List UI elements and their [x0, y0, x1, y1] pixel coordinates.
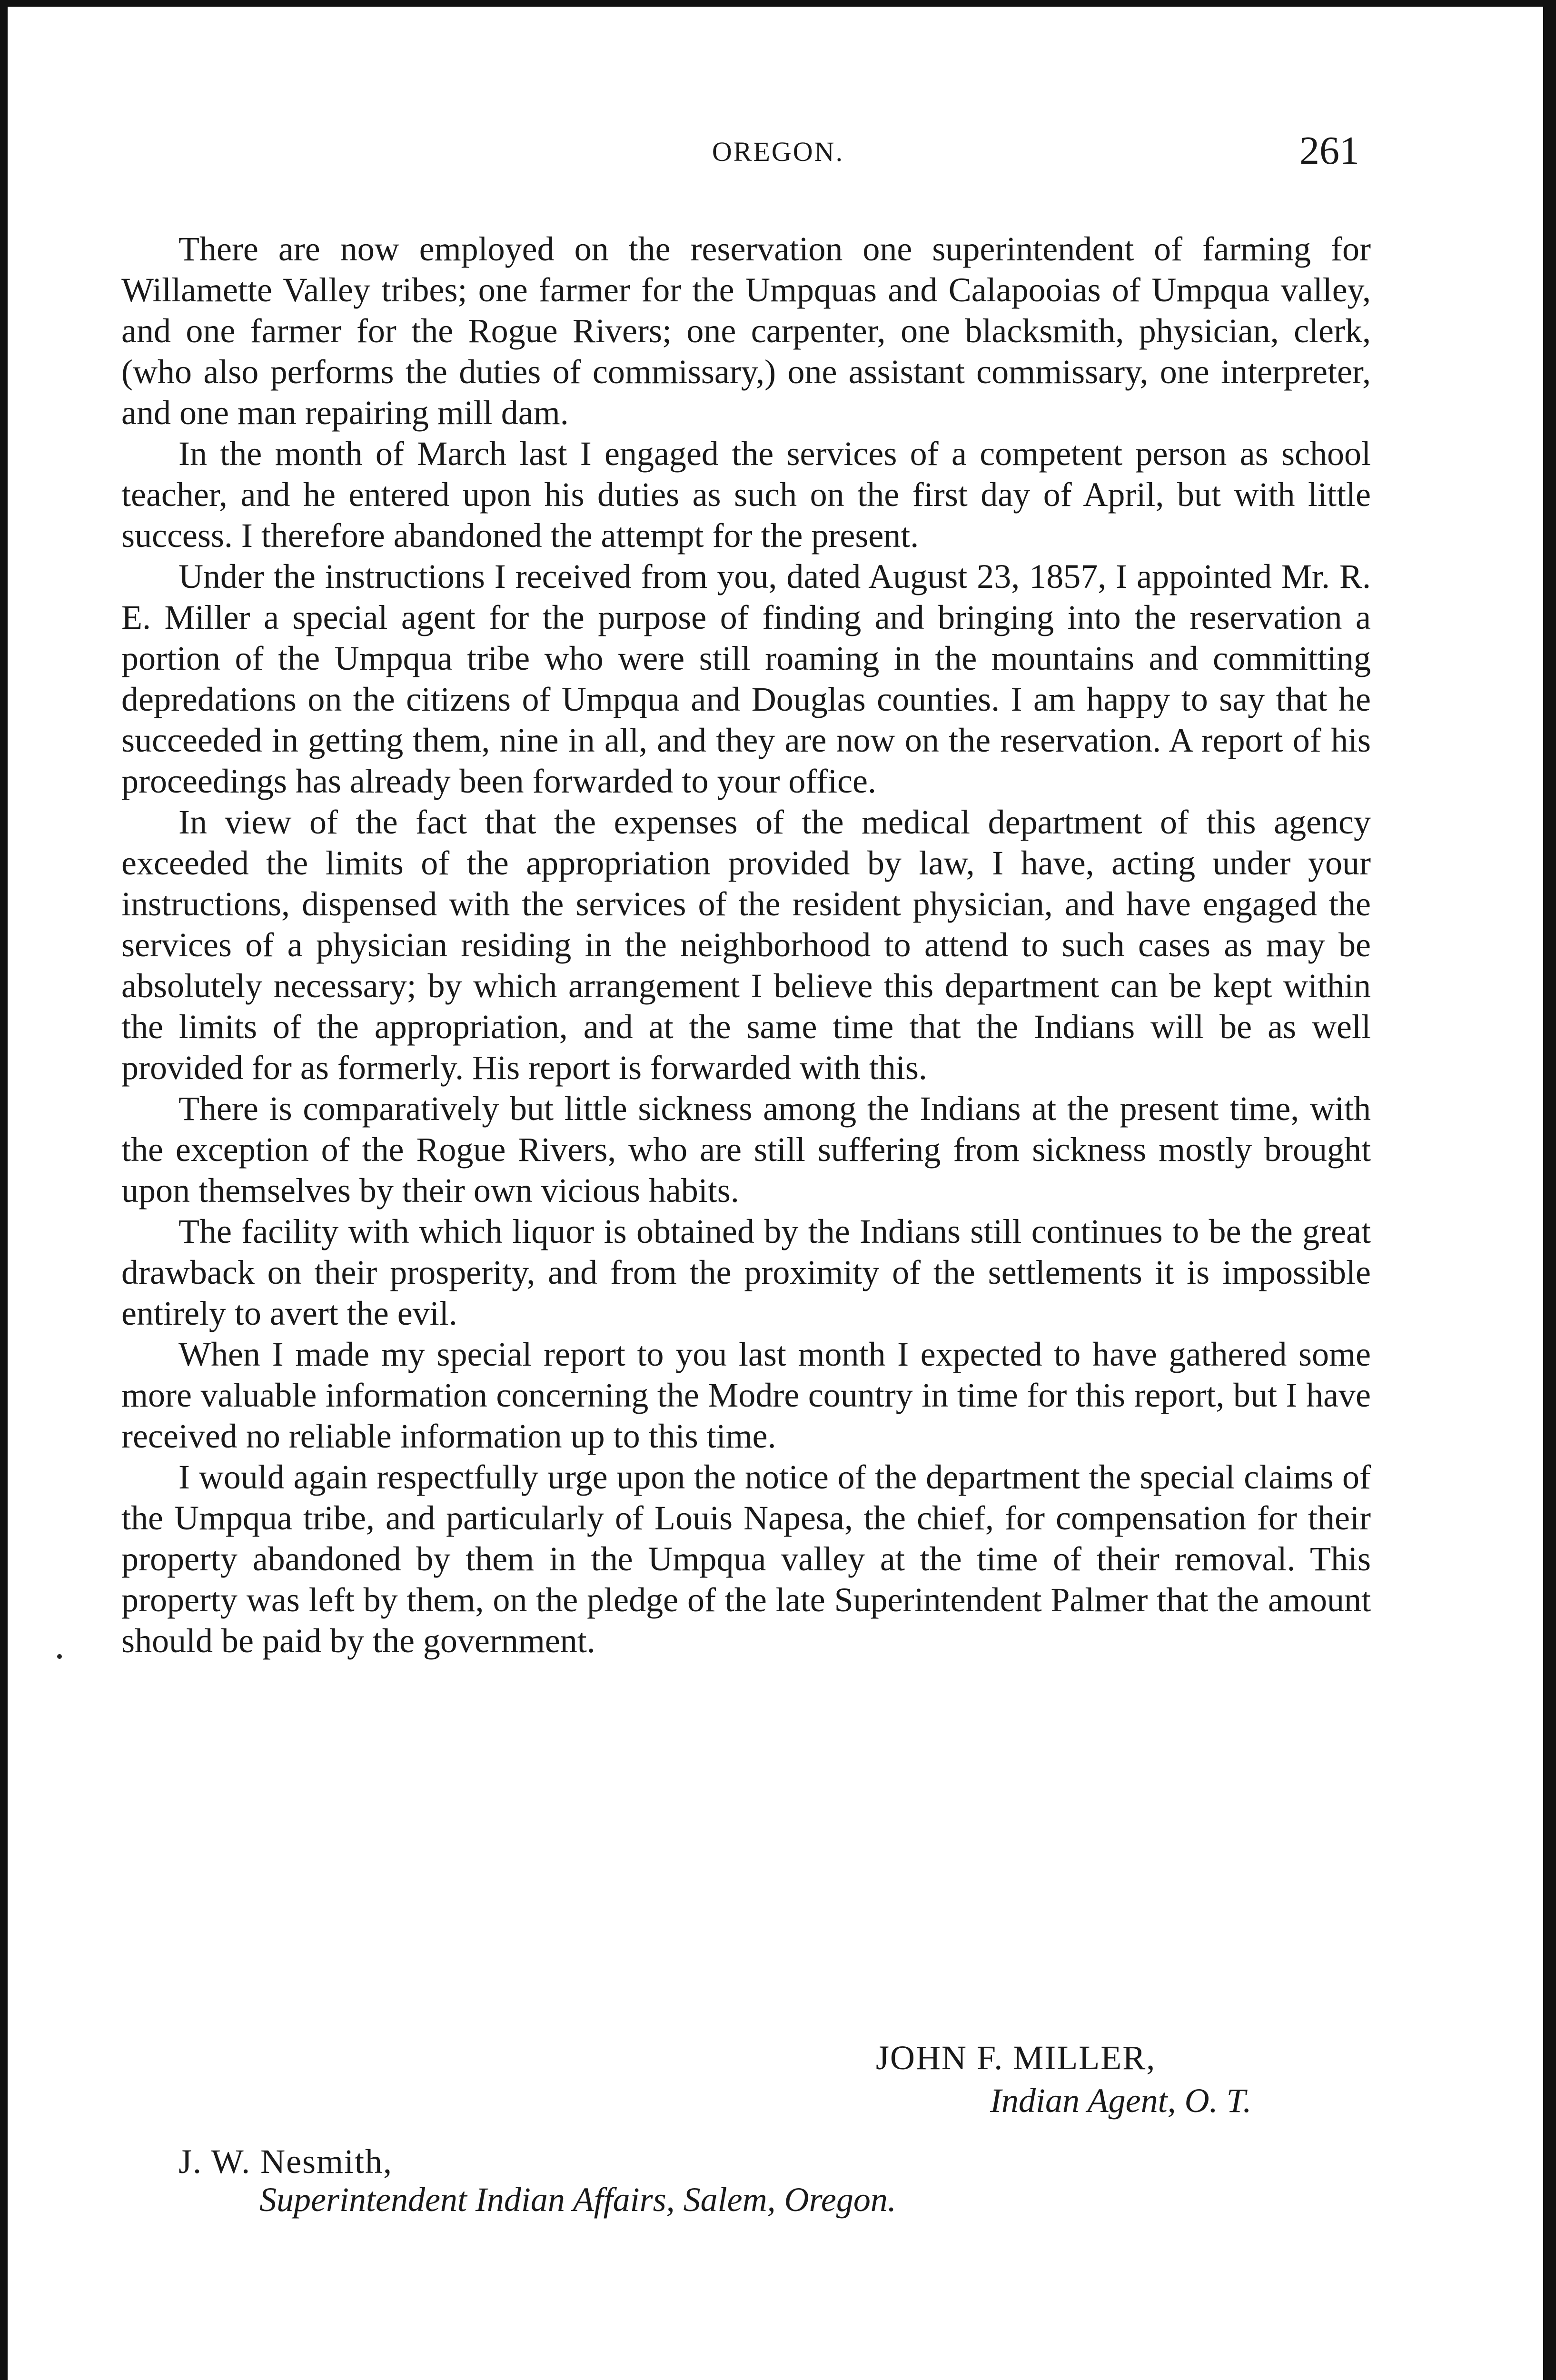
paragraph-liquor: The facility with which liquor is obtained by the Indians still continues to be the great drawback on their prosperity, and from the proximity of the settlements it is impossible entirely to avert the evil. — [121, 1212, 1371, 1332]
scan-border-top — [0, 0, 1556, 7]
signature-title: Indian Agent, O. T. — [990, 2082, 1252, 2120]
margin-mark — [57, 1654, 62, 1659]
signature-name: JOHN F. MILLER, — [876, 2039, 1156, 2077]
page-number: 261 — [1299, 129, 1359, 173]
body-text — [121, 228, 1371, 1661]
paragraph-sickness: There is comparatively but little sickness among the Indians at the present time, with the exception of the Rogue Rivers, who are still suffering from sickness mostly brought upon themselves by their own vicious habits. — [121, 1090, 1371, 1210]
paragraph-special-agent: Under the instructions I received from you, dated August 23, 1857, I appointed Mr. R. E. Miller a special agent for the purpose of finding and bringing into the reservation a portion of the Umpqua tribe who were still roaming in the mountains and committing depredations on the citizens of Umpqua and Douglas counties. I am happy to say that he succeeded in getting them, nine in all, and they are now on the reservation. A report of his proceedings has already been forwarded to your office. — [121, 557, 1371, 800]
running-head: OREGON. — [712, 136, 844, 167]
addressee-name: J. W. Nesmith, — [178, 2142, 393, 2181]
addressee-title: Superintendent Indian Affairs, Salem, Oregon. — [259, 2181, 896, 2219]
paragraph-school-teacher: In the month of March last I engaged the services of a competent person as school teacher, and he entered upon his duties as such on the first day of April, but with little success. I therefore abandoned the attempt for the present. — [121, 435, 1371, 555]
paragraph-umpqua-claims: I would again respectfully urge upon the notice of the department the special claims of the Umpqua tribe, and particularly of Louis Napesa, the chief, for compensation for their property abandoned by them in the Umpqua valley at the time of their removal. This property was left by them, on the pledge of the late Superintendent Palmer that the amount should be paid by the government. — [121, 1458, 1371, 1660]
paragraph-special-report: When I made my special report to you last month I expected to have gathered some more valuable information concerning the Modre country in time for this report, but I have received no reliable information up to this time. — [121, 1335, 1371, 1455]
paragraph-medical-department: In view of the fact that the expenses of the medical department of this agency exceeded the limits of the appropriation provided by law, I have, acting under your instructions, dispensed with the services of the resident physician, and have engaged the services of a physician residing in the neighborhood to attend to such cases as may be absolutely necessary; by which arrangement I believe this department can be kept within the limits of the appropriation, and at the same time that the Indians will be as well provided for as formerly. His report is forwarded with this. — [121, 803, 1371, 1087]
scan-border-left — [0, 0, 8, 2380]
paragraph-employees: There are now employed on the reservation one superintendent of farming for Willamette Valley tribes; one farmer for the Umpquas and Calapooias of Umpqua valley, and one farmer for the Rogue Rivers; one carpenter, one blacksmith, physician, clerk, (who also performs the duties of commissary,) one assistant commissary, one interpreter, and one man repairing mill dam. — [121, 230, 1371, 432]
scan-border-right — [1543, 0, 1556, 2380]
